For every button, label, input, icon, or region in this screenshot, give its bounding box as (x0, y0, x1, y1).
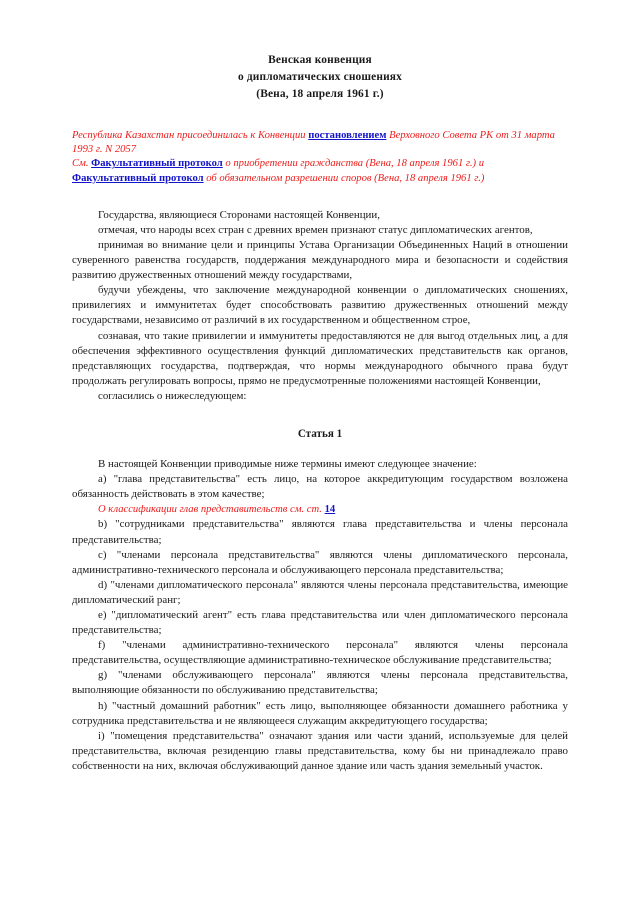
note-text-1b: Верховного Совета РК от 31 марта 1993 г. N 2057 (72, 130, 555, 156)
definition-item-a: a) "глава представительства" есть лицо, на которое аккредитующим государством возложена обязанность действовать в этом качестве; (72, 473, 568, 501)
link-postanovlenie[interactable]: постановлением (308, 130, 387, 141)
title-line-3: (Вена, 18 апреля 1961 г.) (256, 88, 384, 100)
preamble-paragraph-3: принимая во внимание цели и принципы Устава Организации Объединенных Наций в отношении суверенного равенства государств, поддержания международного мира и безопасности и содействия развитию дружественных отношений между государствами, (72, 239, 568, 282)
note-text-1a: Республика Казахстан присоединилась к Конвенции (72, 130, 309, 141)
link-optional-protocol-nationality[interactable]: Факультативный протокол (91, 158, 223, 170)
title-line-1: Венская конвенция (268, 54, 372, 66)
title-line-2: о дипломатических сношениях (238, 71, 402, 83)
article-1-heading: Статья 1 (297, 428, 343, 441)
preamble-paragraph-6: согласились о нижеследующем: (98, 389, 247, 402)
article-1-intro: В настоящей Конвенции приводимые ниже термины имеют следующее значение: (98, 458, 477, 471)
note-text-2a: См. (72, 158, 92, 170)
accession-note-line-1 (72, 129, 568, 157)
link-optional-protocol-disputes[interactable]: Факультативный протокол (72, 172, 204, 184)
note-text-3b: об обязательном разрешении споров (Вена, 18 апреля 1961 г.) (203, 172, 485, 184)
definition-item-g: g) "членами обслуживающего персонала" являются члены персонала представительства, выполняющие обязанности по обслуживанию представительства; (72, 669, 568, 697)
classification-note-text: О классификации глав представительств см. ст. (98, 504, 325, 516)
definition-item-h: h) "частный домашний работник" есть лицо, выполняющее обязанности домашнего работника у сотрудника представительства и не являющееся служащим аккредитующего государства; (72, 699, 568, 727)
link-article-14[interactable]: 14 (324, 504, 336, 516)
preamble-paragraph-4: будучи убеждены, что заключение международной конвенции о дипломатических сношениях, привилегиях и иммунитетах будет способствовать развитию дружественных отношений между государствами, независимо от различий в их государственном и общественном строе, (72, 284, 568, 327)
classification-note (72, 502, 568, 517)
definition-item-f: f) "членами административно-технического персонала" являются члены персонала представительства, осуществляющие административно-техническое обслуживание представительства; (72, 639, 568, 667)
definition-item-i: i) "помещения представительства" означают здания или части зданий, используемые для целей представительства, включая резиденцию главы представительства, кому бы ни принадлежало право собственности на них, включая обслуживающий данное здание или часть здания земельный участок. (72, 729, 568, 772)
note-text-2b: о приобретении гражданства (Вена, 18 апреля 1961 г.) и (222, 158, 485, 170)
definition-item-c: c) "членами персонала представительства" являются члены дипломатического персонала, административно-технического персонала и обслуживающего персонала представительства; (72, 548, 568, 576)
definition-item-d: d) "членами дипломатического персонала" являются члены персонала представительства, имеющие дипломатический ранг; (72, 578, 568, 606)
preamble-paragraph-5: сознавая, что такие привилегии и иммунитеты предоставляются не для выгод отдельных лиц, а для обеспечения эффективного осуществления функций дипломатических представительств как органов, представляющих государства, подтверждая, что нормы международного обычного права будут продолжать регулировать вопросы, прямо не предусмотренные положениями настоящей Конвенции, (72, 329, 568, 387)
preamble-paragraph-2: отмечая, что народы всех стран с древних времен признают статус дипломатических агентов, (98, 223, 533, 236)
definition-item-e: e) "дипломатический агент" есть глава представительства или член дипломатического персонала представительства; (72, 608, 568, 637)
definition-item-b: b) "сотрудниками представительства" являются глава представительства и члены персонала представительства; (72, 518, 568, 546)
accession-note-line-2 (72, 157, 568, 185)
accession-note (72, 129, 568, 186)
preamble-paragraph-1: Государства, являющиеся Сторонами настоящей Конвенции, (98, 208, 380, 221)
document-title (72, 52, 568, 103)
